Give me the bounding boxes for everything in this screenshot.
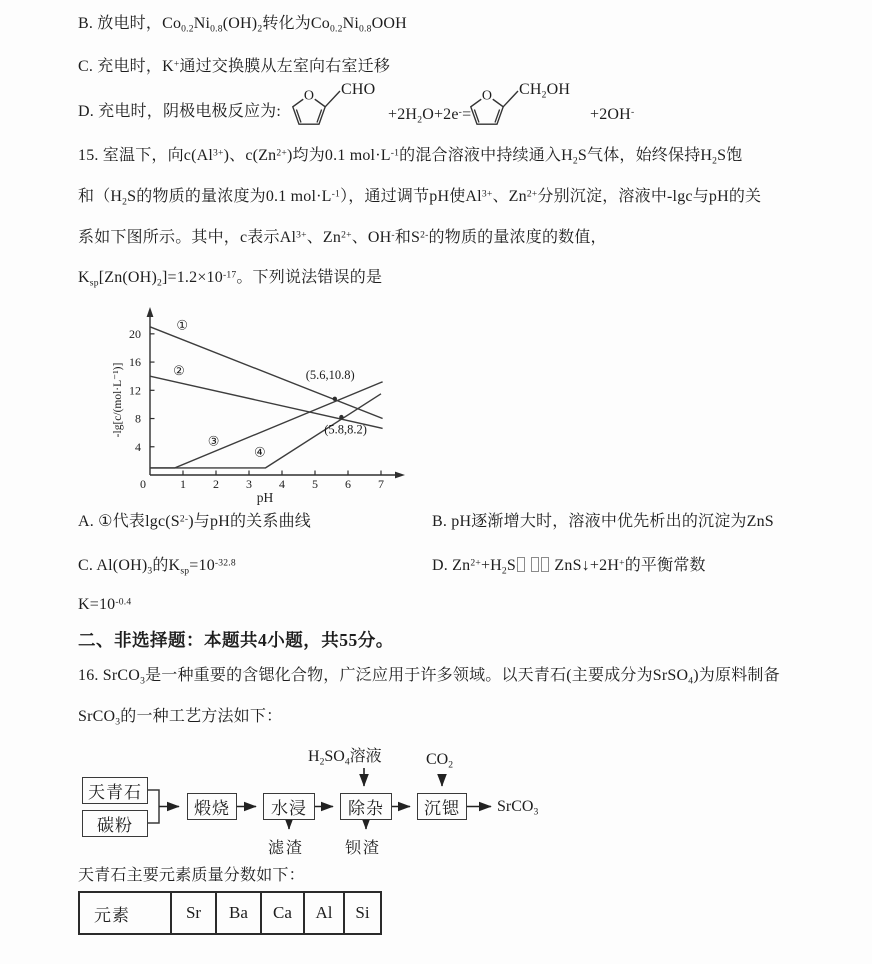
y-tick-label: 8 xyxy=(135,411,141,426)
curve-label-1: ① xyxy=(176,317,189,333)
question-15-line3: 系如下图所示。其中，c表示$Al^{3+}$、$Zn^{2+}$、OH-和$S^{2-}$的物质的量浓度的数值， xyxy=(78,229,607,246)
flow-step-impurity-removal: 除杂 xyxy=(340,793,392,820)
curve-label-2: ② xyxy=(173,362,185,378)
option-14-c: C. 充电时，K+通过交换膜从左室向右室迁移 xyxy=(78,58,391,75)
annotation-1: (5.6,10.8) xyxy=(305,368,355,383)
intersection-dot-1 xyxy=(333,397,337,401)
missing-glyph-box xyxy=(541,557,549,572)
flow-step-water-leaching: 水浸 xyxy=(263,793,315,820)
flow-input-carbon: 碳粉 xyxy=(82,810,148,837)
furan-oxygen-label: O xyxy=(303,88,315,104)
curve-2 xyxy=(150,376,383,428)
option-14-d-label: D. 充电时，阴极电极反应为: xyxy=(78,103,282,120)
x-axis-label: pH xyxy=(256,490,274,505)
table-header-element: 元素 xyxy=(79,892,171,934)
x-tick-label: 3 xyxy=(246,477,252,491)
y-tick-label: 20 xyxy=(129,326,141,341)
x-tick-label: 7 xyxy=(378,477,384,491)
table-row xyxy=(79,892,381,934)
flow-product-srco3: SrCO$_3$ xyxy=(497,798,539,818)
option-15-a: A. ①代表$\lg c(S^{2-})$与pH的关系曲线 xyxy=(78,513,311,530)
flow-output-filter-residue: 滤渣 xyxy=(268,840,305,857)
y-axis-label: -lg[c/(mol·L⁻¹)] xyxy=(112,362,124,438)
ph-lgc-chart-svg xyxy=(108,305,418,505)
question-16-line2: SrCO$_3$的一种工艺方法如下： xyxy=(78,708,283,728)
substituent-ch2oh: $CH_2OH$ xyxy=(519,81,571,101)
furan-oxygen-label: O xyxy=(481,88,493,104)
question-15-line2: 和（$H_2S$的物质的量浓度为0.1 $mol\cdot L^{-1}$），通过调节pH使$Al^{3+}$、$Zn^{2+}$分别沉淀，溶液中-lgc与pH的关 xyxy=(78,188,762,208)
table-caption: 天青石主要元素质量分数如下： xyxy=(78,867,305,884)
ksp-statement: $K_{sp}[Zn(OH)_2]=1.2\times 10^{-17}$。下列说法错误的是 xyxy=(78,269,383,289)
x-axis-arrow xyxy=(395,472,405,479)
missing-glyph-box xyxy=(517,557,525,572)
option-15-d: D. $Zn^{2+}+H_2S$ ZnS↓+2H+的平衡常数 xyxy=(432,557,706,577)
furfuryl-alcohol-structure xyxy=(463,78,571,138)
process-flow-diagram xyxy=(60,740,620,865)
option-15-d-k-value: $K=10^{-0.4}$ xyxy=(78,596,132,613)
ph-lgc-chart xyxy=(108,305,418,505)
x-tick-label: 6 xyxy=(345,477,351,491)
y-axis-arrow xyxy=(147,307,154,317)
flow-output-barium-residue: 钡渣 xyxy=(345,840,382,857)
question-16-line1: 16. SrCO$_3$是一种重要的含锶化合物，广泛应用于许多领域。以天青石(主要成分为SrSO$_4$)为原料制备 xyxy=(78,667,780,687)
x-tick-label: 1 xyxy=(180,477,186,491)
x-tick-label: 4 xyxy=(279,477,285,491)
substituent-cho: CHO xyxy=(341,81,376,98)
question-15-line1: 15. 室温下，向$c(Al^{3+})$、$c(Zn^{2+})$均为0.1 $mol\cdot L^{-1}$的混合溶液中持续通入$H_2S$气体，始终保持$H_2S$饱 xyxy=(78,147,743,167)
option-14-b: B. 放电时，$Co_{0.2}Ni_{0.8}(OH)_2$转化为$Co_{0.2}Ni_{0.8}OOH$ xyxy=(78,15,407,35)
equation-end: +2OH- xyxy=(590,106,635,123)
curve-label-4: ④ xyxy=(253,444,266,460)
y-tick-label: 16 xyxy=(129,355,141,370)
x-tick-label: 2 xyxy=(213,477,219,491)
table-header-si: Si xyxy=(344,892,381,934)
furfural-structure xyxy=(285,78,385,138)
flow-step-calcination: 煅烧 xyxy=(187,793,237,820)
curve-label-3: ③ xyxy=(207,433,220,449)
table-header-al: Al xyxy=(304,892,344,934)
intersection-dot-2 xyxy=(339,415,343,419)
flow-join-line xyxy=(148,790,159,823)
x-tick-label: 0 xyxy=(140,477,146,491)
annotation-2: (5.8,8.2) xyxy=(324,422,367,437)
missing-glyph-box xyxy=(531,557,539,572)
flow-top-input-h2so4: $H_2SO_4$溶液 xyxy=(308,748,382,768)
y-tick-label: 4 xyxy=(135,439,141,454)
table-header-ca: Ca xyxy=(261,892,304,934)
flow-top-input-co2: $CO_2$ xyxy=(426,751,454,771)
equation-middle: $+2H_2O+2e^-=$ xyxy=(388,106,472,126)
x-tick-label: 5 xyxy=(312,477,318,491)
option-15-c: C. $Al(OH)_3$的$K_{sp}=10^{-32.8}$ xyxy=(78,557,236,577)
section-2-header: 二、非选择题：本题共4小题，共55分。 xyxy=(78,630,394,650)
y-tick-label: 12 xyxy=(129,383,141,398)
table-header-sr: Sr xyxy=(171,892,216,934)
option-14-d-row xyxy=(78,78,798,140)
flow-input-celestite: 天青石 xyxy=(82,777,148,804)
option-15-b: B. pH逐渐增大时，溶液中优先析出的沉淀为ZnS xyxy=(432,513,774,530)
flow-step-sr-precipitation: 沉锶 xyxy=(417,793,467,820)
table-header-ba: Ba xyxy=(216,892,261,934)
composition-table xyxy=(78,891,382,935)
